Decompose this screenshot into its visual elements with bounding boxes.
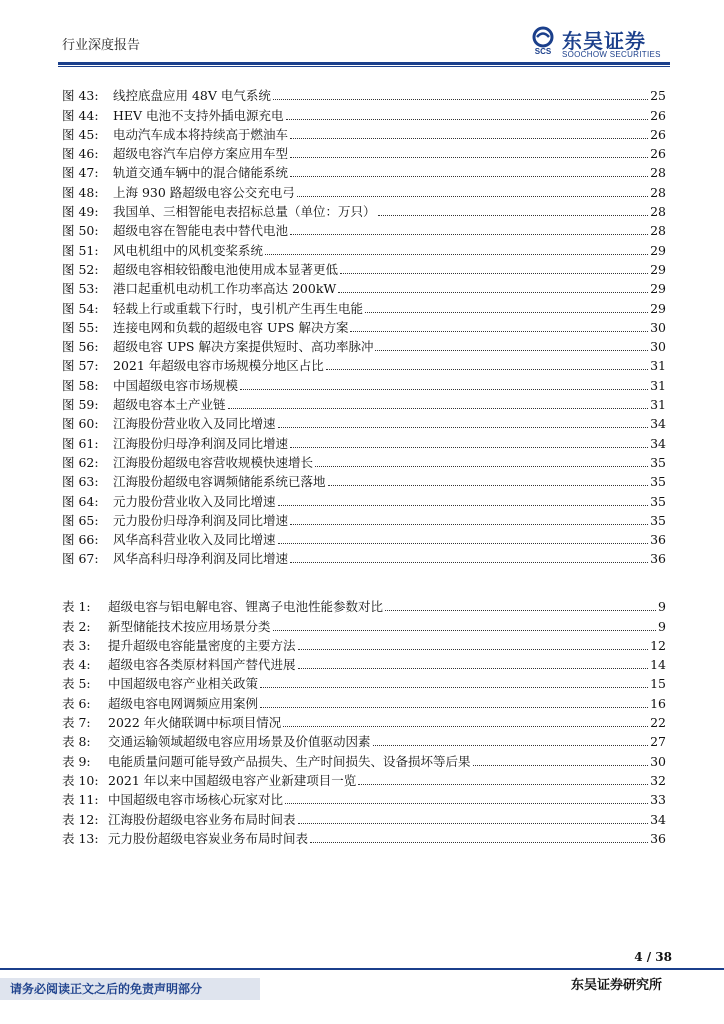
entry-page: 35	[650, 454, 666, 470]
entry-title: 2021 年以来中国超级电容产业新建项目一览	[108, 772, 357, 788]
entry-number: 表 6:	[62, 695, 91, 711]
entry-title: 元力股份营业收入及同比增速	[113, 493, 276, 509]
dot-leader	[473, 765, 649, 766]
dot-leader	[350, 331, 648, 332]
dot-leader	[273, 99, 648, 100]
entry-page: 31	[650, 377, 666, 393]
entry-title: 交通运输领域超级电容应用场景及价值驱动因素	[108, 734, 371, 750]
dot-leader	[326, 369, 648, 370]
figure-entry[interactable]	[62, 373, 666, 392]
entry-title: 连接电网和负载的超级电容 UPS 解决方案	[113, 319, 349, 335]
entry-page: 32	[650, 772, 666, 788]
figure-entry[interactable]	[62, 142, 666, 161]
entry-title: 提升超级电容能量密度的主要方法	[108, 637, 296, 653]
entry-page: 14	[650, 657, 666, 673]
figure-entry[interactable]	[62, 547, 666, 566]
entry-number: 图 47:	[62, 165, 99, 181]
dot-leader	[338, 292, 648, 293]
figure-entry[interactable]	[62, 470, 666, 489]
entry-number: 表 9:	[62, 753, 91, 769]
entry-number: 表 4:	[62, 657, 91, 673]
entry-title: 元力股份归母净利润及同比增速	[113, 512, 289, 528]
entry-title: 江海股份营业收入及同比增速	[113, 416, 276, 432]
dot-leader	[297, 196, 648, 197]
table-entry[interactable]	[62, 653, 666, 672]
footer-rule	[0, 968, 724, 970]
entry-title: 超级电容电网调频应用案例	[108, 695, 259, 711]
research-institute: 东吴证券研究所	[570, 978, 662, 993]
entry-title: 江海股份超级电容营收规模快速增长	[113, 454, 314, 470]
entry-number: 图 52:	[62, 261, 99, 277]
entry-number: 图 48:	[62, 184, 99, 200]
entry-title: HEV 电池不支持外插电源充电	[113, 107, 284, 123]
entry-number: 表 3:	[62, 637, 91, 653]
dot-leader	[310, 842, 648, 843]
figure-entry[interactable]	[62, 509, 666, 528]
dot-leader	[290, 447, 648, 448]
table-entry[interactable]	[62, 691, 666, 710]
dot-leader	[278, 543, 649, 544]
entry-page: 28	[650, 184, 666, 200]
entry-page: 27	[650, 734, 666, 750]
entry-number: 表 1:	[62, 599, 91, 615]
entry-page: 29	[650, 300, 666, 316]
table-entry[interactable]	[62, 788, 666, 807]
figure-entry[interactable]	[62, 180, 666, 199]
entry-title: 轨道交通车辆中的混合储能系统	[113, 165, 289, 181]
header-label: 行业深度报告	[62, 38, 141, 53]
entry-title: 港口起重机电动机工作功率高达 200kW	[113, 281, 337, 297]
entry-title: 线控底盘应用 48V 电气系统	[113, 88, 271, 104]
entry-number: 图 50:	[62, 223, 99, 239]
entry-title: 超级电容相较铅酸电池使用成本显著更低	[113, 261, 339, 277]
entry-title: 江海股份归母净利润及同比增速	[113, 435, 289, 451]
figure-entry[interactable]	[62, 238, 666, 257]
dot-leader	[285, 803, 648, 804]
entry-title: 电动汽车成本将持续高于燃油车	[113, 126, 289, 142]
entry-number: 图 65:	[62, 512, 99, 528]
entry-page: 9	[658, 618, 666, 634]
company-logo	[528, 24, 678, 60]
dot-leader	[273, 630, 657, 631]
dot-leader	[365, 312, 648, 313]
entry-page: 36	[650, 532, 666, 548]
entry-page: 26	[650, 146, 666, 162]
entry-page: 26	[650, 107, 666, 123]
entry-page: 35	[650, 512, 666, 528]
entry-number: 图 43:	[62, 88, 99, 104]
entry-title: 元力股份超级电容炭业务布局时间表	[108, 830, 309, 846]
dot-leader	[298, 649, 649, 650]
entry-number: 图 62:	[62, 454, 99, 470]
entry-title: 超级电容汽车启停方案应用车型	[113, 146, 289, 162]
dot-leader	[260, 707, 648, 708]
entry-page: 28	[650, 165, 666, 181]
entry-page: 34	[650, 416, 666, 432]
entry-title: 我国单、三相智能电表招标总量（单位：万只）	[113, 204, 376, 220]
table-entry[interactable]	[62, 807, 666, 826]
figure-entry[interactable]	[62, 451, 666, 470]
entry-number: 图 60:	[62, 416, 99, 432]
table-entry[interactable]	[62, 672, 666, 691]
figure-entry[interactable]	[62, 335, 666, 354]
entry-title: 电能质量问题可能导致产品损失、生产时间损失、设备损坏等后果	[108, 753, 471, 769]
figure-entry[interactable]	[62, 84, 666, 103]
entry-number: 图 49:	[62, 204, 99, 220]
figure-list	[62, 84, 666, 566]
header-rule	[58, 62, 670, 65]
figure-entry[interactable]	[62, 393, 666, 412]
entry-page: 22	[650, 715, 666, 731]
table-list	[62, 595, 666, 846]
page-number: 4 / 38	[634, 950, 672, 964]
table-entry[interactable]	[62, 769, 666, 788]
entry-title: 上海 930 路超级电容公交充电弓	[113, 184, 295, 200]
entry-page: 30	[650, 319, 666, 335]
entry-page: 9	[658, 599, 666, 615]
entry-title: 超级电容 UPS 解决方案提供短时、高功率脉冲	[113, 339, 374, 355]
logo-mark-text: SCS	[534, 47, 552, 56]
entry-number: 图 67:	[62, 551, 99, 567]
entry-page: 29	[650, 281, 666, 297]
entry-page: 15	[650, 676, 666, 692]
figure-entry[interactable]	[62, 316, 666, 335]
figure-entry[interactable]	[62, 103, 666, 122]
table-entry[interactable]	[62, 614, 666, 633]
entry-page: 34	[650, 811, 666, 827]
figure-entry[interactable]	[62, 354, 666, 373]
dot-leader	[378, 215, 649, 216]
entry-number: 图 61:	[62, 435, 99, 451]
dot-leader	[358, 784, 648, 785]
dot-leader	[290, 157, 648, 158]
entry-title: 新型储能技术按应用场景分类	[108, 618, 271, 634]
dot-leader	[283, 726, 648, 727]
dot-leader	[290, 138, 648, 139]
entry-title: 风华高科营业收入及同比增速	[113, 532, 276, 548]
figure-entry[interactable]	[62, 258, 666, 277]
entry-number: 图 53:	[62, 281, 99, 297]
figure-entry[interactable]	[62, 277, 666, 296]
entry-page: 30	[650, 339, 666, 355]
figure-entry[interactable]	[62, 431, 666, 450]
entry-title: 风华高科归母净利润及同比增速	[113, 551, 289, 567]
entry-number: 图 66:	[62, 532, 99, 548]
entry-number: 图 58:	[62, 377, 99, 393]
entry-title: 超级电容各类原材料国产替代进展	[108, 657, 296, 673]
entry-page: 33	[650, 792, 666, 808]
entry-number: 表 12:	[62, 811, 99, 827]
dot-leader	[315, 466, 648, 467]
entry-page: 36	[650, 551, 666, 567]
entry-title: 中国超级电容产业相关政策	[108, 676, 259, 692]
entry-title: 江海股份超级电容业务布局时间表	[108, 811, 296, 827]
logo-cn-text: 东吴证券	[562, 29, 646, 53]
header-rule-thin	[58, 66, 670, 67]
entry-page: 31	[650, 397, 666, 413]
dot-leader	[260, 687, 648, 688]
dot-leader	[373, 745, 649, 746]
table-entry[interactable]	[62, 827, 666, 846]
dot-leader	[228, 408, 649, 409]
entry-number: 图 54:	[62, 300, 99, 316]
dot-leader	[340, 273, 648, 274]
entry-page: 29	[650, 242, 666, 258]
dot-leader	[290, 176, 648, 177]
entry-title: 中国超级电容市场核心玩家对比	[108, 792, 284, 808]
entry-page: 31	[650, 358, 666, 374]
entry-number: 图 51:	[62, 242, 99, 258]
entry-number: 图 44:	[62, 107, 99, 123]
figure-entry[interactable]	[62, 200, 666, 219]
entry-page: 30	[650, 753, 666, 769]
entry-number: 图 46:	[62, 146, 99, 162]
dot-leader	[240, 389, 648, 390]
entry-title: 中国超级电容市场规模	[113, 377, 239, 393]
entry-number: 表 13:	[62, 830, 99, 846]
disclaimer-note: 请务必阅读正文之后的免责声明部分	[0, 978, 260, 1000]
figure-entry[interactable]	[62, 489, 666, 508]
dot-leader	[278, 427, 649, 428]
entry-page: 35	[650, 493, 666, 509]
entry-number: 图 56:	[62, 339, 99, 355]
entry-number: 表 5:	[62, 676, 91, 692]
logo-mark-icon	[528, 26, 558, 56]
figure-entry[interactable]	[62, 123, 666, 142]
figure-entry[interactable]	[62, 528, 666, 547]
entry-page: 16	[650, 695, 666, 711]
entry-number: 图 63:	[62, 474, 99, 490]
entry-title: 2022 年火储联调中标项目情况	[108, 715, 282, 731]
logo-en-text: SOOCHOW SECURITIES	[562, 50, 661, 59]
entry-title: 江海股份超级电容调频储能系统已落地	[113, 474, 326, 490]
entry-number: 图 59:	[62, 397, 99, 413]
entry-title: 风电机组中的风机变桨系统	[113, 242, 264, 258]
dot-leader	[265, 254, 648, 255]
table-entry[interactable]	[62, 730, 666, 749]
figure-entry[interactable]	[62, 161, 666, 180]
dot-leader	[385, 610, 656, 611]
dot-leader	[328, 485, 649, 486]
dot-leader	[298, 668, 649, 669]
entry-title: 2021 年超级电容市场规模分地区占比	[113, 358, 324, 374]
table-entry[interactable]	[62, 595, 666, 614]
entry-number: 表 10:	[62, 772, 99, 788]
entry-number: 表 7:	[62, 715, 91, 731]
entry-page: 12	[650, 637, 666, 653]
dot-leader	[375, 350, 648, 351]
entry-page: 28	[650, 204, 666, 220]
entry-page: 28	[650, 223, 666, 239]
entry-page: 34	[650, 435, 666, 451]
entry-number: 图 45:	[62, 126, 99, 142]
dot-leader	[298, 823, 649, 824]
table-entry[interactable]	[62, 749, 666, 768]
figure-entry[interactable]	[62, 219, 666, 238]
table-entry[interactable]	[62, 711, 666, 730]
entry-number: 图 55:	[62, 319, 99, 335]
entry-number: 表 8:	[62, 734, 91, 750]
dot-leader	[290, 234, 648, 235]
entry-number: 图 57:	[62, 358, 99, 374]
entry-page: 25	[650, 88, 666, 104]
figure-entry[interactable]	[62, 412, 666, 431]
entry-page: 26	[650, 126, 666, 142]
entry-page: 35	[650, 474, 666, 490]
entry-title: 超级电容在智能电表中替代电池	[113, 223, 289, 239]
dot-leader	[290, 524, 648, 525]
entry-number: 图 64:	[62, 493, 99, 509]
entry-page: 29	[650, 261, 666, 277]
entry-page: 36	[650, 830, 666, 846]
entry-number: 表 11:	[62, 792, 99, 808]
entry-number: 表 2:	[62, 618, 91, 634]
dot-leader	[286, 119, 649, 120]
entry-title: 超级电容本土产业链	[113, 397, 226, 413]
dot-leader	[278, 505, 649, 506]
table-entry[interactable]	[62, 634, 666, 653]
entry-title: 超级电容与铝电解电容、锂离子电池性能参数对比	[108, 599, 384, 615]
entry-title: 轻载上行或重载下行时，曳引机产生再生电能	[113, 300, 364, 316]
dot-leader	[290, 562, 648, 563]
figure-entry[interactable]	[62, 296, 666, 315]
